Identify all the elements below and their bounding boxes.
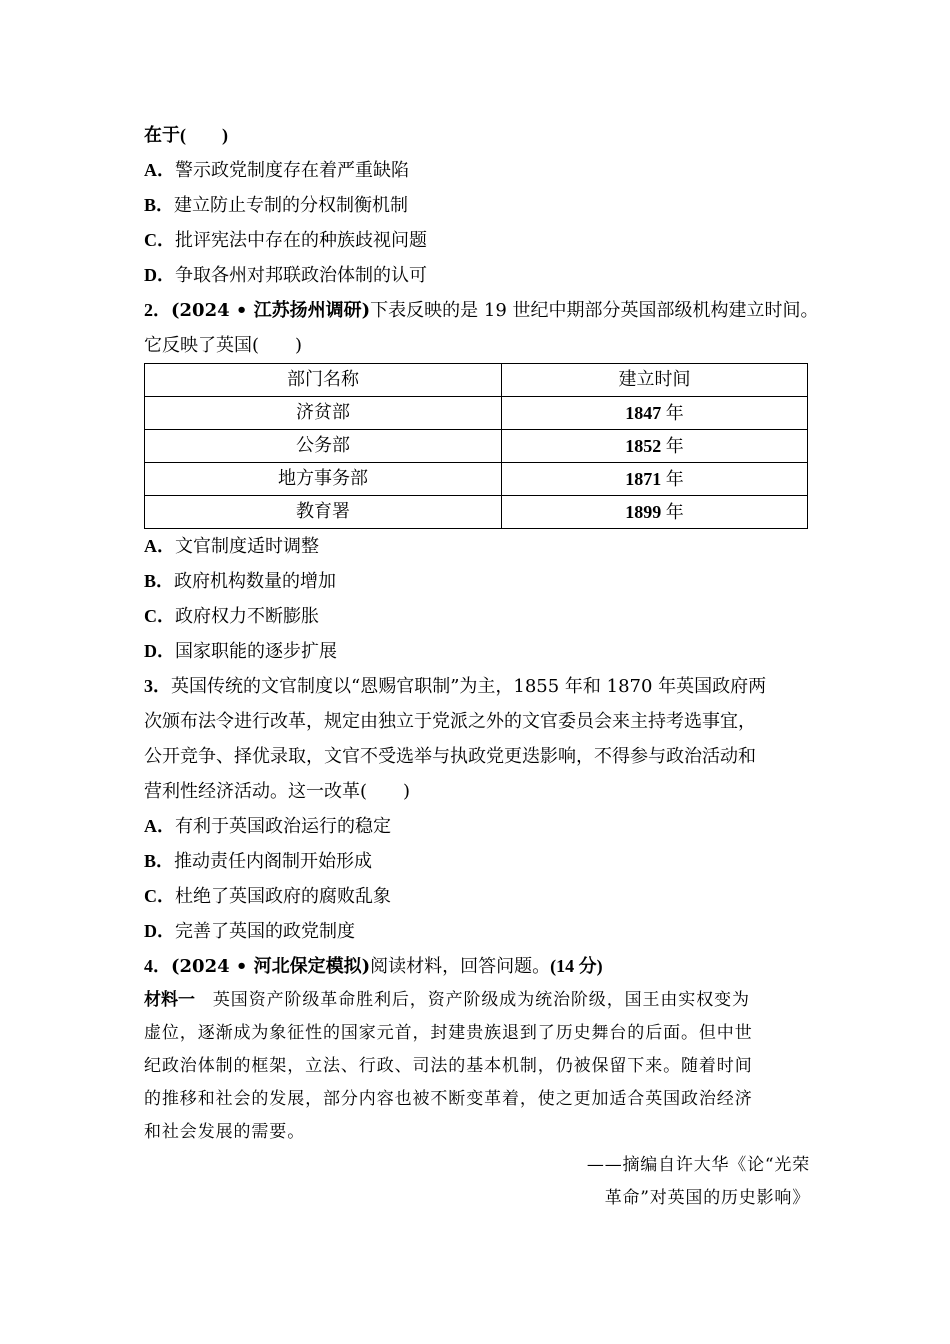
q3-stem-line4 (144, 774, 810, 809)
material-1-text1: 英国资产阶级革命胜利后，资产阶级成为统治阶级，国王由实权变为 (212, 990, 750, 1010)
q2-option-d-text: 国家职能的逐步扩展 (175, 641, 337, 662)
material-1-line5: 和社会发展的需要。 (144, 1122, 306, 1142)
table-cell-year-unit: 年 (665, 502, 684, 522)
material-1-source-line1: ——摘编自许大华《论“光荣 (586, 1155, 810, 1175)
table-cell-name: 教育署 (145, 496, 502, 529)
q3-option-d[interactable] (144, 914, 810, 949)
table-cell-year-number: 1852 (625, 436, 662, 456)
q3-option-a-text: 有利于英国政治运行的稳定 (175, 816, 391, 837)
q1-stem-tail (144, 118, 810, 153)
q3-option-c[interactable] (144, 879, 810, 914)
q3-stem-line1 (144, 669, 810, 704)
q2-option-d-letter: D． (144, 641, 175, 661)
q3-option-c-text: 杜绝了英国政府的腐败乱象 (175, 886, 391, 907)
q1-option-b[interactable] (144, 188, 810, 223)
q1-option-b-text: 建立防止专制的分权制衡机制 (174, 195, 409, 216)
table-cell-year-number: 1899 (625, 502, 662, 522)
q3-stem-line3 (144, 739, 810, 774)
q3-option-d-letter: D． (144, 921, 175, 941)
material-1-line3: 纪政治体制的框架，立法、行政、司法的基本机制，仍被保留下来。随着时间 (144, 1056, 753, 1076)
q3-option-b[interactable] (144, 844, 810, 879)
table-cell-name: 地方事务部 (145, 463, 502, 496)
q3-stem-text1: 英国传统的文官制度以“恩赐官职制”为主，1855 年和 1870 年英国政府两 (171, 676, 767, 697)
table-row (145, 397, 808, 430)
q2-stem-line1 (144, 293, 819, 328)
table-cell-year (502, 496, 808, 529)
q3-option-c-letter: C． (144, 886, 175, 906)
q1-option-d-letter: D． (144, 265, 175, 285)
q1-option-b-letter: B． (144, 195, 175, 215)
q3-option-b-text: 推动责任内阁制开始形成 (174, 851, 373, 872)
table-cell-year-number: 1871 (625, 469, 662, 489)
material-1-line1 (144, 984, 810, 1017)
table-cell-year (502, 397, 808, 430)
table-row (145, 496, 808, 529)
q2-number: 2． (144, 300, 171, 320)
q4-number: 4． (144, 956, 171, 976)
q2-stem-text1: 下表反映的是 19 世纪中期部分英国部级机构建立时间。 (370, 300, 819, 321)
q1-option-c[interactable] (144, 223, 810, 258)
q2-option-c[interactable] (144, 599, 810, 634)
q3-stem-line2 (144, 704, 810, 739)
q2-source: (2024 • 江苏扬州调研) (171, 300, 371, 321)
material-1 (144, 984, 810, 1149)
table-cell-year-unit: 年 (665, 403, 684, 423)
q3-stem-text4: 营利性经济活动。这一改革( ) (144, 781, 411, 802)
material-1-line2: 虚位，逐渐成为象征性的国家元首，封建贵族退到了历史舞台的后面。但中世 (144, 1023, 753, 1043)
q2-option-a-letter: A． (144, 536, 175, 556)
q3-option-a-letter: A． (144, 816, 175, 836)
q3-option-b-letter: B． (144, 851, 175, 871)
table-header-name: 部门名称 (145, 364, 502, 397)
q2-option-c-letter: C． (144, 606, 175, 626)
table-cell-name: 济贫部 (145, 397, 502, 430)
table-row (145, 463, 808, 496)
q3-option-d-text: 完善了英国的政党制度 (175, 921, 355, 942)
q3-option-a[interactable] (144, 809, 810, 844)
q1-option-a-text: 警示政党制度存在着严重缺陷 (175, 160, 409, 181)
q2-stem-line2 (144, 328, 810, 363)
q4-source: (2024 • 河北保定模拟) (171, 956, 371, 977)
q3-stem-text2: 次颁布法令进行改革，规定由独立于党派之外的文官委员会来主持考选事宜， (144, 711, 756, 732)
q4-score: (14 分) (550, 956, 603, 976)
material-1-source (144, 1149, 810, 1215)
q1-option-d[interactable] (144, 258, 810, 293)
q1-option-c-letter: C． (144, 230, 175, 250)
q2-option-d[interactable] (144, 634, 810, 669)
material-1-label: 材料一 (144, 990, 195, 1010)
document-page (144, 118, 819, 1215)
q2-option-b-text: 政府机构数量的增加 (174, 571, 337, 592)
q3-stem-text3: 公开竞争、择优录取，文官不受选举与执政党更迭影响，不得参与政治活动和 (144, 746, 756, 767)
table-header-row (145, 364, 808, 397)
table-cell-year-number: 1847 (625, 403, 662, 423)
department-table (144, 363, 808, 529)
table-cell-year-unit: 年 (665, 436, 684, 456)
q2-option-b[interactable] (144, 564, 810, 599)
q1-option-a-letter: A． (144, 160, 175, 180)
q2-option-b-letter: B． (144, 571, 175, 591)
table-cell-year (502, 430, 808, 463)
q1-option-d-text: 争取各州对邦联政治体制的认可 (175, 265, 427, 286)
q2-option-c-text: 政府权力不断膨胀 (175, 606, 319, 627)
table-row (145, 430, 808, 463)
q1-option-c-text: 批评宪法中存在的种族歧视问题 (175, 230, 427, 251)
q3-number: 3． (144, 676, 171, 696)
table-header-year: 建立时间 (502, 364, 808, 397)
table-cell-year (502, 463, 808, 496)
material-1-line4: 的推移和社会的发展，部分内容也被不断变革着，使之更加适合英国政治经济 (144, 1089, 753, 1109)
q2-option-a[interactable] (144, 529, 810, 564)
q1-option-a[interactable] (144, 153, 810, 188)
q1-stem-tail-text: 在于( ) (144, 125, 228, 145)
table-cell-year-unit: 年 (665, 469, 684, 489)
material-1-source-line2: 革命”对英国的历史影响》 (604, 1188, 810, 1208)
q2-stem-text2: 它反映了英国( ) (144, 335, 303, 356)
q2-option-a-text: 文官制度适时调整 (175, 536, 319, 557)
q4-stem-text: 阅读材料，回答问题。 (370, 956, 551, 977)
q4-stem (144, 949, 810, 984)
table-cell-name: 公务部 (145, 430, 502, 463)
